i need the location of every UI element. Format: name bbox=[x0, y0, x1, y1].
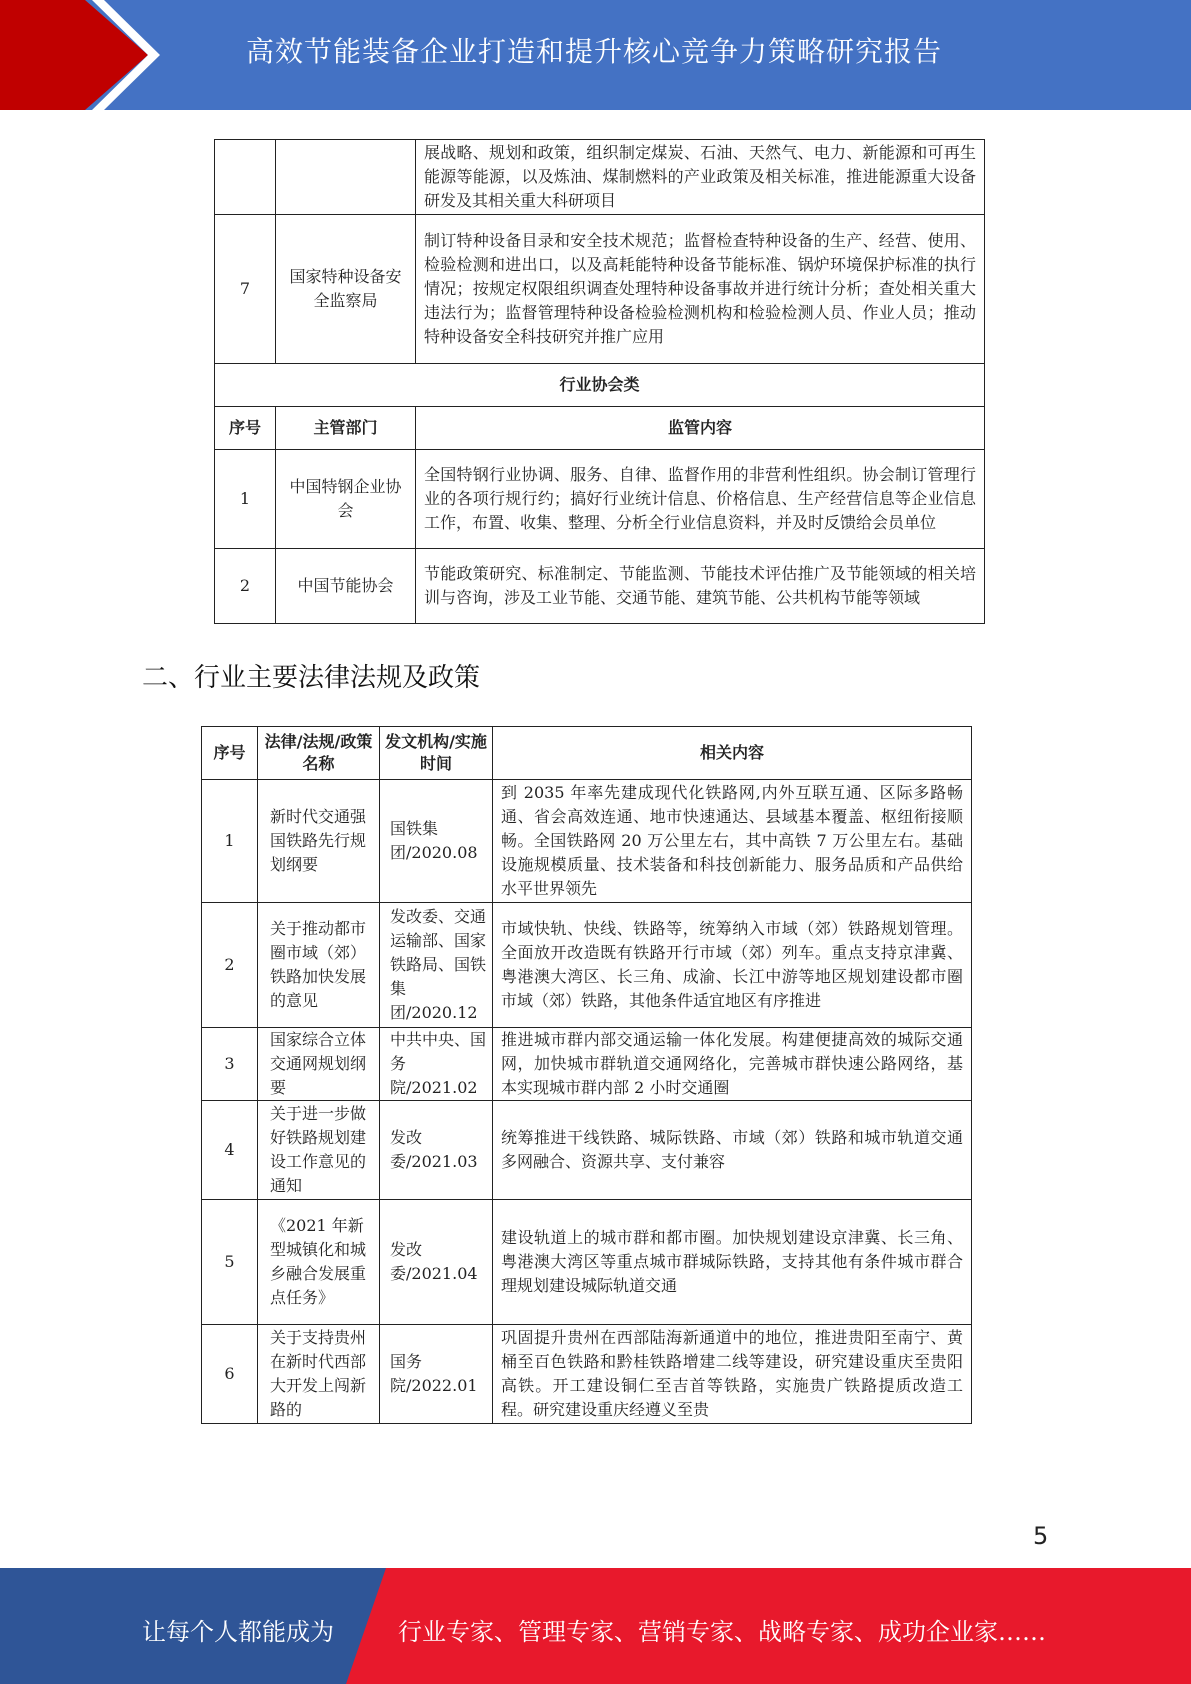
policy-name: 新时代交通强国铁路先行规划纲要 bbox=[258, 780, 380, 903]
content-cell: 全国特钢行业协调、服务、自律、监督作用的非营利性组织。协会制订管理行业的各项行规行约；搞好行业统计信息、价格信息、生产经营信息等企业信息工作，布置、收集、整理、分析全行业信息资料，并及时反馈给会员单位 bbox=[416, 450, 985, 549]
row-number: 2 bbox=[215, 549, 276, 624]
policy-name: 国家综合立体交通网规划纲要 bbox=[258, 1028, 380, 1101]
department-cell: 中国特钢企业协会 bbox=[276, 450, 416, 549]
department-cell bbox=[276, 140, 416, 215]
table-row bbox=[215, 140, 985, 215]
table-row bbox=[215, 450, 985, 549]
section-row bbox=[215, 364, 985, 407]
header-row bbox=[202, 727, 972, 780]
table-row bbox=[202, 903, 972, 1028]
table-row bbox=[202, 1200, 972, 1325]
policy-content: 市域快轨、快线、铁路等，统筹纳入市域（郊）铁路规划管理。全面放开改造既有铁路开行市域（郊）列车。重点支持京津冀、粤港澳大湾区、长三角、成渝、长江中游等地区规划建设都市圈市域（郊）铁路，其他条件适宜地区有序推进 bbox=[493, 903, 972, 1028]
table-row bbox=[215, 215, 985, 364]
section-heading: 二、行业主要法律法规及政策 bbox=[142, 663, 481, 693]
section-title: 行业协会类 bbox=[215, 364, 985, 407]
row-number: 5 bbox=[202, 1200, 258, 1325]
policy-agency: 发改委/2021.03 bbox=[380, 1101, 493, 1200]
header-num: 序号 bbox=[202, 727, 258, 780]
table-row bbox=[202, 1101, 972, 1200]
policy-content: 建设轨道上的城市群和都市圈。加快规划建设京津冀、长三角、粤港澳大湾区等重点城市群城际铁路，支持其他有条件城市群合理规划建设城际轨道交通 bbox=[493, 1200, 972, 1325]
row-number: 1 bbox=[215, 450, 276, 549]
table-row bbox=[202, 1325, 972, 1424]
row-number: 7 bbox=[215, 215, 276, 364]
content-cell: 制订特种设备目录和安全技术规范；监督检查特种设备的生产、经营、使用、检验检测和进出口，以及高耗能特种设备节能标准、锅炉环境保护标准的执行情况；按规定权限组织调查处理特种设备事故并进行统计分析；查处相关重大违法行为；监督管理特种设备检验检测机构和检验检测人员、作业人员；推动特种设备安全科技研究并推广应用 bbox=[416, 215, 985, 364]
policy-agency: 国务院/2022.01 bbox=[380, 1325, 493, 1424]
header-num: 序号 bbox=[215, 407, 276, 450]
policy-content: 统筹推进干线铁路、城际铁路、市域（郊）铁路和城市轨道交通多网融合、资源共享、支付兼容 bbox=[493, 1101, 972, 1200]
table-row bbox=[215, 549, 985, 624]
header-agency: 发文机构/实施时间 bbox=[380, 727, 493, 780]
row-number: 4 bbox=[202, 1101, 258, 1200]
header-content: 监管内容 bbox=[416, 407, 985, 450]
header-content: 相关内容 bbox=[493, 727, 972, 780]
policy-name: 关于进一步做好铁路规划建设工作意见的通知 bbox=[258, 1101, 380, 1200]
policy-content: 巩固提升贵州在西部陆海新通道中的地位，推进贵阳至南宁、黄桶至百色铁路和黔桂铁路增建二线等建设，研究建设重庆至贵阳高铁。开工建设铜仁至吉首等铁路，实施贵广铁路提质改造工程。研究建设重庆经遵义至贵 bbox=[493, 1325, 972, 1424]
header-name: 法律/法规/政策名称 bbox=[258, 727, 380, 780]
header-row bbox=[215, 407, 985, 450]
table-row bbox=[202, 780, 972, 903]
page-footer bbox=[0, 1568, 1191, 1684]
policy-agency: 发改委、交通运输部、国家铁路局、国铁集团/2020.12 bbox=[380, 903, 493, 1028]
policy-content: 到 2035 年率先建成现代化铁路网,内外互联互通、区际多路畅通、省会高效连通、地市快速通达、县域基本覆盖、枢纽衔接顺畅。全国铁路网 20 万公里左右，其中高铁 7 万公里左右。基础设施规模质量、技术装备和科技创新能力、服务品质和产品供给水平世界领先 bbox=[493, 780, 972, 903]
row-number: 2 bbox=[202, 903, 258, 1028]
policy-agency: 国铁集团/2020.08 bbox=[380, 780, 493, 903]
department-cell: 中国节能协会 bbox=[276, 549, 416, 624]
row-number: 3 bbox=[202, 1028, 258, 1101]
content-cell: 展战略、规划和政策，组织制定煤炭、石油、天然气、电力、新能源和可再生能源等能源，以及炼油、煤制燃料的产业政策及相关标准，推进能源重大设备研发及其相关重大科研项目 bbox=[416, 140, 985, 215]
row-number bbox=[215, 140, 276, 215]
row-number: 6 bbox=[202, 1325, 258, 1424]
authority-table bbox=[214, 139, 985, 624]
page-header bbox=[0, 0, 1191, 110]
policy-name: 关于支持贵州在新时代西部大开发上闯新路的 bbox=[258, 1325, 380, 1424]
department-cell: 国家特种设备安全监察局 bbox=[276, 215, 416, 364]
policy-name: 《2021 年新型城镇化和城乡融合发展重点任务》 bbox=[258, 1200, 380, 1325]
row-number: 1 bbox=[202, 780, 258, 903]
footer-slogan-left: 让每个人都能成为 bbox=[142, 1618, 334, 1646]
header-dept: 主管部门 bbox=[276, 407, 416, 450]
footer-slogan-right: 行业专家、管理专家、营销专家、战略专家、成功企业家…… bbox=[398, 1618, 1046, 1646]
policy-table bbox=[201, 726, 972, 1424]
policy-agency: 发改委/2021.04 bbox=[380, 1200, 493, 1325]
policy-name: 关于推动都市圈市域（郊）铁路加快发展的意见 bbox=[258, 903, 380, 1028]
policy-agency: 中共中央、国务院/2021.02 bbox=[380, 1028, 493, 1101]
table-row bbox=[202, 1028, 972, 1101]
policy-content: 推进城市群内部交通运输一体化发展。构建便捷高效的城际交通网，加快城市群轨道交通网络化，完善城市群快速公路网络，基本实现城市群内部 2 小时交通圈 bbox=[493, 1028, 972, 1101]
page-number: 5 bbox=[1033, 1522, 1049, 1550]
content-cell: 节能政策研究、标准制定、节能监测、节能技术评估推广及节能领域的相关培训与咨询，涉及工业节能、交通节能、建筑节能、公共机构节能等领域 bbox=[416, 549, 985, 624]
header-title: 高效节能装备企业打造和提升核心竞争力策略研究报告 bbox=[246, 35, 943, 68]
